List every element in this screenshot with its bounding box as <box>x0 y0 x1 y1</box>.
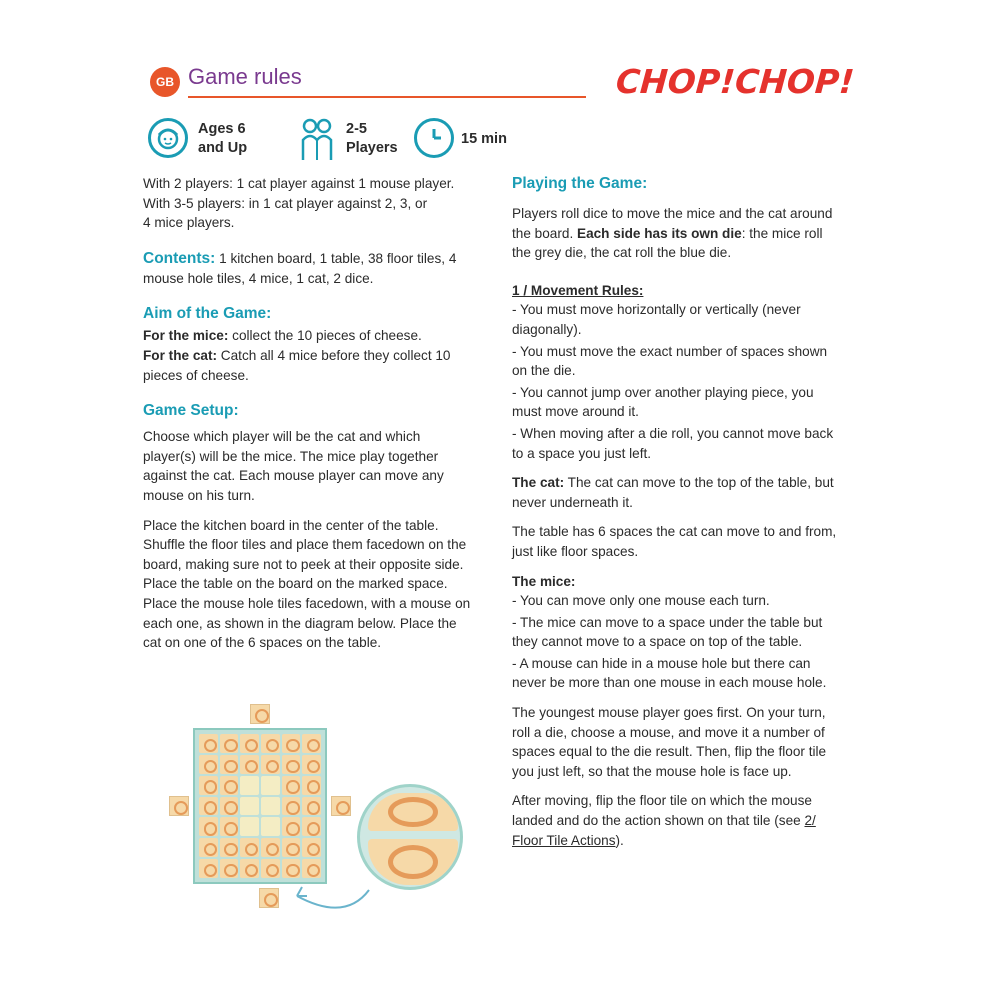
setup-paragraph-1: Choose which player will be the cat and which player(s) will be the mice. The mice play together against the cat. Each mouse player can move any mouse on his turn. <box>143 429 444 503</box>
left-column <box>143 174 475 663</box>
mouse-hole-tile <box>250 704 270 724</box>
kitchen-board <box>193 728 327 884</box>
setup-heading: Game Setup: <box>143 402 239 420</box>
contents-heading: Contents: <box>143 249 216 267</box>
mice-rule-2: - The mice can move to a space under the table but they cannot move to a space on top of the table. <box>512 614 823 650</box>
setup-section <box>143 401 475 653</box>
right-column <box>512 174 844 860</box>
game-info-row <box>148 116 528 164</box>
clock-icon <box>414 118 454 158</box>
aim-section <box>143 304 475 385</box>
game-logo: CHOP!CHOP! <box>614 62 856 101</box>
contents-section <box>143 249 475 289</box>
movement-heading: 1 / Movement Rules: <box>512 282 644 298</box>
movement-rule-3: - You cannot jump over another playing piece, you must move around it. <box>512 384 814 420</box>
players-label: 2-5 Players <box>346 121 398 156</box>
table-rule: The table has 6 spaces the cat can move to and from, just like floor spaces. <box>512 524 837 559</box>
aim-cat-label: For the cat: <box>143 347 218 363</box>
aim-mice-text: collect the 10 pieces of cheese. <box>232 328 422 344</box>
ages-label: Ages 6 and Up <box>198 121 248 156</box>
players-icon <box>300 116 334 162</box>
contents-text: 1 kitchen board, 1 table, 38 floor tiles, 4 mouse hole tiles, 4 mice, 1 cat, 2 dice. <box>143 250 457 286</box>
mice-rule-3: - A mouse can hide in a mouse hole but there can never be more than one mouse in each mouse hole. <box>512 655 827 691</box>
mouse-hole-tile <box>259 888 279 908</box>
page-title: Game rules <box>188 64 302 89</box>
floor-tile-actions-link[interactable]: 2/ Floor Tile Actions <box>512 813 816 848</box>
time-label: 15 min <box>461 131 507 147</box>
header <box>148 62 856 112</box>
child-face-icon <box>148 118 188 158</box>
language-badge: GB <box>150 67 180 97</box>
player-count-intro: With 2 players: 1 cat player against 1 mouse player. With 3-5 players: in 1 cat player against 2, 3, or 4 mice players. <box>143 176 455 231</box>
aim-cat-text: Catch all 4 mice before they collect 10 pieces of cheese. <box>143 347 451 383</box>
title-underline <box>188 96 586 98</box>
movement-rule-2: - You must move the exact number of spaces shown on the die. <box>512 343 828 379</box>
cat-rule: The cat: The cat can move to the top of the table, but never underneath it. <box>512 475 834 510</box>
playing-heading: Playing the Game: <box>512 175 648 192</box>
playing-paragraph: Players roll dice to move the mice and the cat around the board. Each side has its own die: the mice roll the grey die, the cat roll the blue die. <box>512 206 833 261</box>
movement-rule-4: - When moving after a die roll, you cannot move back to a space you just left. <box>512 425 834 461</box>
mice-rule-1: - You can move only one mouse each turn. <box>512 593 770 609</box>
mouse-hole-tile <box>331 796 351 816</box>
setup-diagram <box>165 700 475 925</box>
setup-paragraph-2: Place the kitchen board in the center of the table. Shuffle the floor tiles and place them facedown on the board, making sure not to peek at their opposite side. Place the table on the board on the marked space. Place the mouse hole tiles facedown, with a mouse on each one, as shown in the diagram below. Place the cat on one of the 6 spaces on the table. <box>143 517 471 651</box>
aim-heading: Aim of the Game: <box>143 305 272 323</box>
aim-mice-label: For the mice: <box>143 328 229 344</box>
curved-arrow-icon <box>285 870 375 920</box>
after-moving-paragraph: After moving, flip the floor tile on which the mouse landed and do the action shown on that tile (see 2/ Floor Tile Actions). <box>512 793 816 848</box>
mice-heading: The mice: <box>512 573 576 589</box>
turn-paragraph: The youngest mouse player goes first. On your turn, roll a die, choose a mouse, and move it a number of spaces equal to the die result. Then, flip the floor tile you just left, so that the mouse hole is face up. <box>512 705 827 779</box>
movement-rule-1: - You must move horizontally or vertically (never diagonally). <box>512 302 801 337</box>
mouse-hole-tile <box>169 796 189 816</box>
